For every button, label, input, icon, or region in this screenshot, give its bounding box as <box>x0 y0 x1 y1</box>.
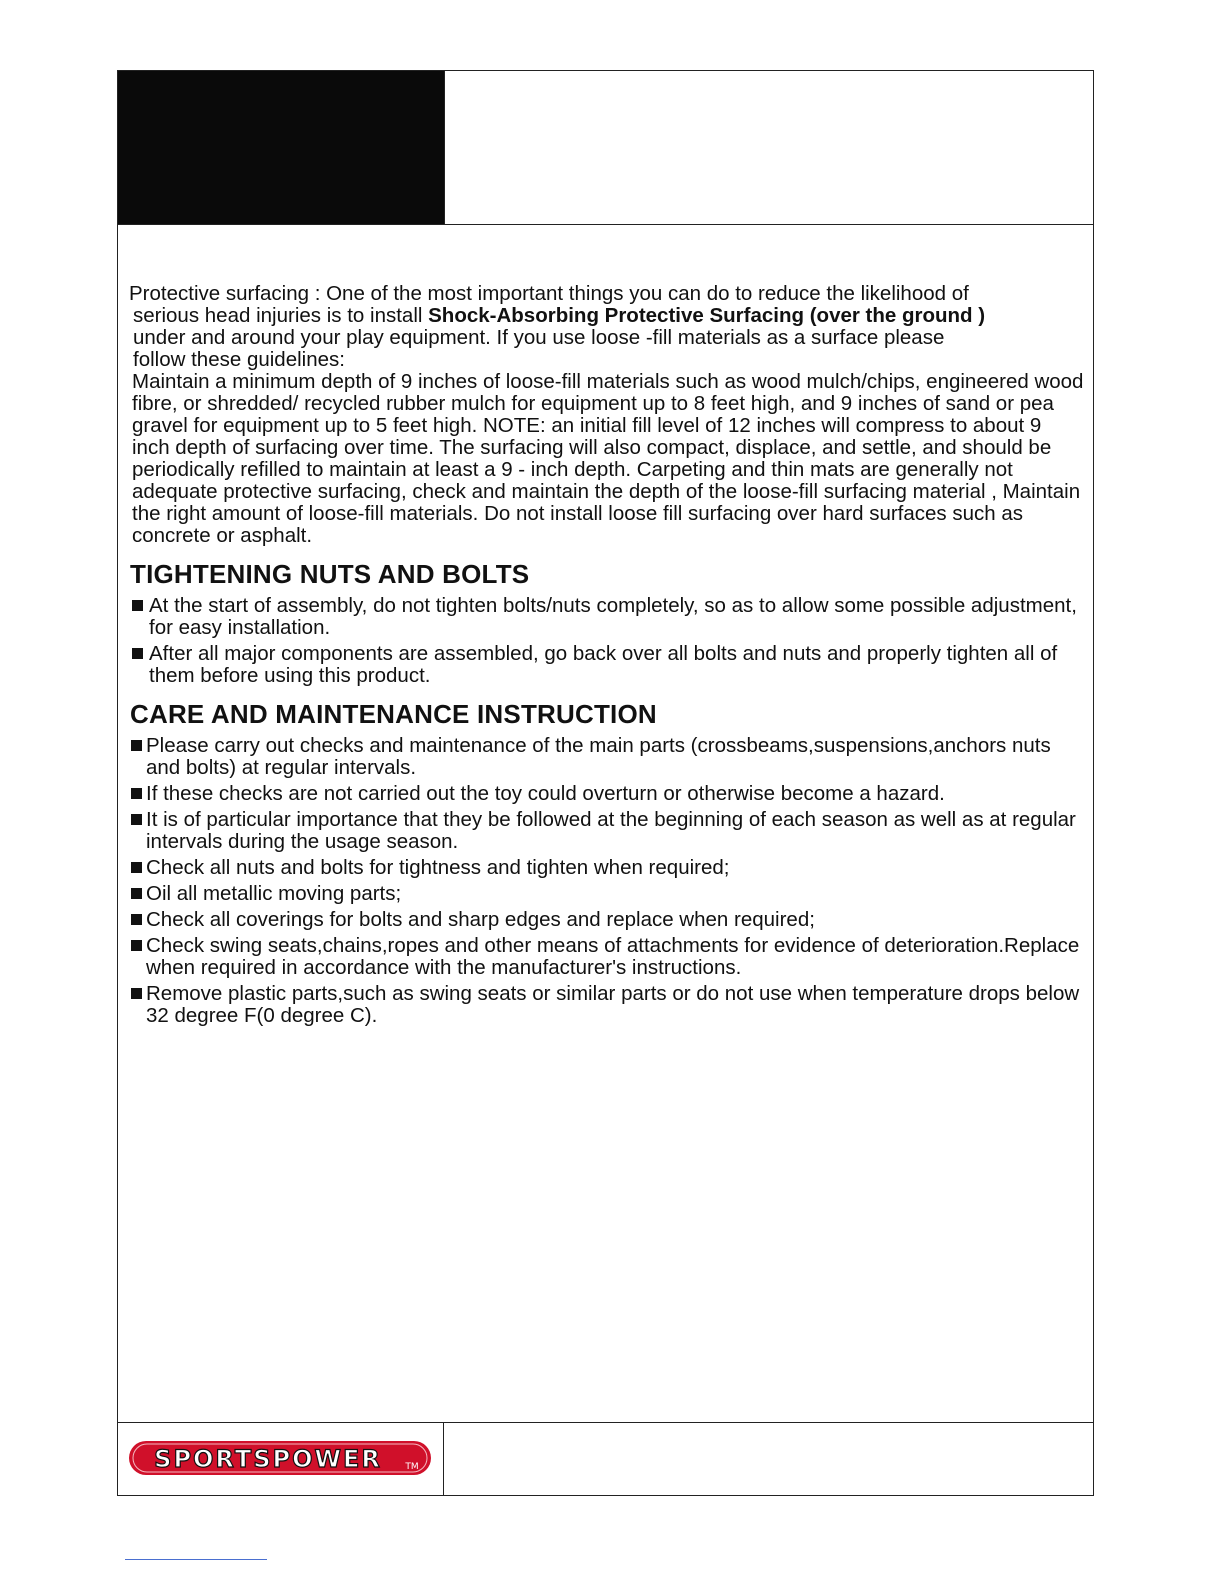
intro-line-2 <box>129 305 1084 327</box>
footer-divider <box>118 1422 1093 1423</box>
square-bullet-icon <box>131 940 142 951</box>
header-black-block <box>118 71 444 224</box>
list-item: Remove plastic parts,such as swing seats or similar parts or do not use when temperature drops below 32 degree F(0 degree C). <box>129 983 1084 1027</box>
intro-line-4: follow these guidelines: <box>133 348 345 371</box>
tightening-heading: TIGHTENING NUTS AND BOLTS <box>130 559 530 589</box>
square-bullet-icon <box>131 740 142 751</box>
list-item: Oil all metallic moving parts; <box>129 883 1084 905</box>
header-divider <box>118 224 1093 225</box>
square-bullet-icon <box>132 648 143 659</box>
care-heading: CARE AND MAINTENANCE INSTRUCTION <box>130 699 657 729</box>
square-bullet-icon <box>131 888 142 899</box>
page-frame <box>117 70 1094 1496</box>
square-bullet-icon <box>131 988 142 999</box>
list-item: Check all coverings for bolts and sharp edges and replace when required; <box>129 909 1084 931</box>
logo-brand-text: SPORTSPOWER <box>154 1445 382 1473</box>
footer-column-divider <box>443 1422 444 1495</box>
care-list <box>129 735 1084 1027</box>
list-item: Check swing seats,chains,ropes and other means of attachments for evidence of deterioration.Replace when required in accordance with the manufacturer's instructions. <box>129 935 1084 979</box>
intro-bold-text: Shock-Absorbing Protective Surfacing (over the ground ) <box>428 304 986 327</box>
square-bullet-icon <box>131 788 142 799</box>
square-bullet-icon <box>131 914 142 925</box>
square-bullet-icon <box>132 600 143 611</box>
list-item: After all major components are assembled, go back over all bolts and nuts and properly tighten all of them before using this product. <box>129 643 1084 687</box>
content-body <box>129 283 1084 1031</box>
link-underline <box>125 1559 267 1560</box>
list-item: Check all nuts and bolts for tightness and tighten when required; <box>129 857 1084 879</box>
list-item: Please carry out checks and maintenance of the main parts (crossbeams,suspensions,anchors nuts and bolts) at regular intervals. <box>129 735 1084 779</box>
list-item: It is of particular importance that they be followed at the beginning of each season as well as at regular intervals during the usage season. <box>129 809 1084 853</box>
intro-line-3: under and around your play equipment. If you use loose -fill materials as a surface please <box>133 326 945 349</box>
sportspower-logo <box>128 1440 432 1476</box>
list-item: At the start of assembly, do not tighten bolts/nuts completely, so as to allow some possible adjustment, for easy installation. <box>129 595 1084 639</box>
square-bullet-icon <box>131 862 142 873</box>
intro-line-2-text: serious head injuries is to install <box>133 304 429 327</box>
tightening-list <box>129 595 1084 687</box>
intro-line-1: Protective surfacing : One of the most important things you can do to reduce the likelihood of <box>129 282 969 305</box>
square-bullet-icon <box>131 814 142 825</box>
list-item: If these checks are not carried out the toy could overturn or otherwise become a hazard. <box>129 783 1084 805</box>
logo-trademark: TM <box>405 1462 419 1472</box>
header-title-area <box>444 71 1093 224</box>
maintain-paragraph: Maintain a minimum depth of 9 inches of loose-fill materials such as wood mulch/chips, engineered wood fibre, or shredded/ recycled rubber mulch for equipment up to 8 feet high, and 9 inches of sand or pea gravel for equipment up to 5 feet high. NOTE: an initial fill level of 12 inches will compress to about 9 inch depth of surfacing over time. The surfacing will also compact, displace, and settle, and should be periodically refilled to maintain at least a 9 - inch depth. Carpeting and thin mats are generally not adequate protective surfacing, check and maintain the depth of the loose-fill surfacing material , Maintain the right amount of loose-fill materials. Do not install loose fill surfacing over hard surfaces such as concrete or asphalt. <box>132 370 1084 547</box>
